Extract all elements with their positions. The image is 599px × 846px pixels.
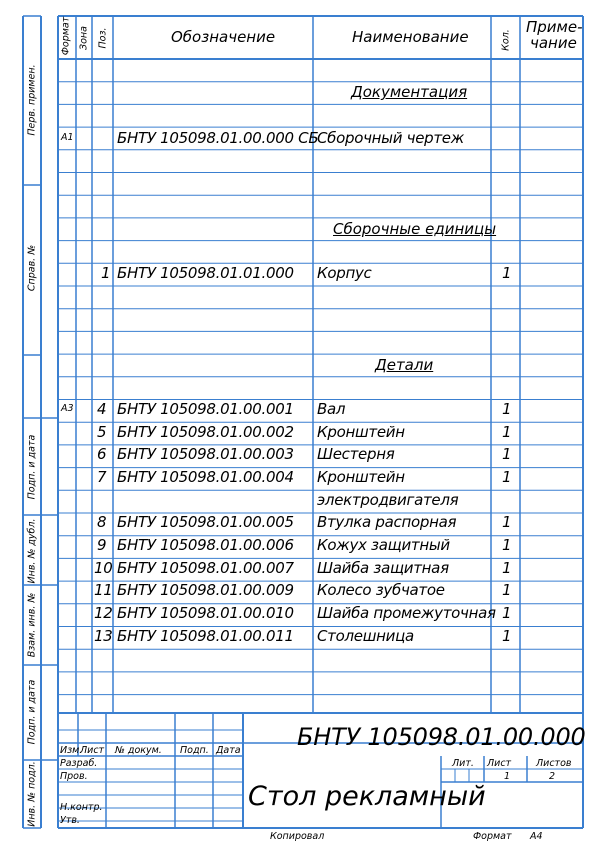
row-p12-pos: 12 [94,604,113,622]
row-p9-qty: 1 [502,536,512,554]
row-p12-qty: 1 [502,604,512,622]
row-p12-designation: БНТУ 105098.01.00.010 [117,604,294,622]
row-doc-name: Сборочный чертеж [317,129,464,147]
stamp-list-value: 1 [504,771,511,782]
footer-kopiroval: Копировал [270,831,325,842]
row-p7-qty: 1 [502,468,512,486]
row-doc-format: А1 [61,132,74,143]
header-qty: Кол. [500,29,512,51]
stamp-title: Стол рекламный [248,781,486,812]
row-p8-pos: 8 [97,513,107,531]
row-p9-pos: 9 [97,536,107,554]
header-name: Наименование [352,28,469,46]
stamp-list: Лист [80,745,105,756]
row-p10-designation: БНТУ 105098.01.00.007 [117,559,294,577]
header-zone: Зона [78,26,90,50]
row-p13-qty: 1 [502,627,512,645]
stamp-lit: Лит. [452,758,474,769]
footer-format-value: А4 [530,831,543,842]
stamp-listov-value: 2 [549,771,556,782]
stamp-utv: Утв. [60,815,80,826]
header-note-line1: Приме- [526,18,583,36]
row-p11-pos: 11 [94,581,113,599]
row-p6-name: Шестерня [317,445,395,463]
row-p13-name: Столешница [317,627,414,645]
row-p5-pos: 5 [97,423,107,441]
side-vzam-inv: Взам. инв. № [26,592,38,658]
side-podp-data: Подп. и дата [26,434,38,500]
row-p11-qty: 1 [502,581,512,599]
row-p7-designation: БНТУ 105098.01.00.004 [117,468,294,486]
row-p8-qty: 1 [502,513,512,531]
side-inv-podl: Инв. № подл. [26,761,38,827]
row-p8-name: Втулка распорная [317,513,457,531]
row-p6-pos: 6 [97,445,107,463]
row-p4-pos: 4 [97,400,107,418]
header-designation: Обозначение [171,28,276,46]
stamp-list-label: Лист [487,758,512,769]
row-p10-name: Шайба защитная [317,559,449,577]
row-p9-designation: БНТУ 105098.01.00.006 [117,536,294,554]
row-p11-designation: БНТУ 105098.01.00.009 [117,581,294,599]
stamp-data: Дата [216,745,241,756]
stamp-doc-number: БНТУ 105098.01.00.000 [297,723,586,751]
row-p4-designation: БНТУ 105098.01.00.001 [117,400,294,418]
row-p6-qty: 1 [502,445,512,463]
footer-format-label: Формат [473,831,512,842]
stamp-izm: Изм. [60,745,83,756]
row-p13-designation: БНТУ 105098.01.00.011 [117,627,294,645]
side-sprav-no: Справ. № [26,244,38,292]
row-p8-designation: БНТУ 105098.01.00.005 [117,513,294,531]
row-p9-name: Кожух защитный [317,536,450,554]
section-documentation: Документация [351,83,468,101]
row-p13-pos: 13 [94,627,113,645]
side-perv-primen: Перв. примен. [26,64,38,136]
stamp-n-kontr: Н.контр. [60,802,103,813]
stamp-prov: Пров. [60,771,88,782]
section-parts: Детали [375,356,434,374]
stamp-n-dokum: № докум. [115,745,162,756]
side-podp-data-2: Подп. и дата [26,679,38,745]
row-p7-pos: 7 [97,468,107,486]
row-asm-pos: 1 [101,264,111,282]
row-p10-qty: 1 [502,559,512,577]
row-asm-qty: 1 [502,264,512,282]
row-p4-qty: 1 [502,400,512,418]
row-p5-designation: БНТУ 105098.01.00.002 [117,423,294,441]
row-p5-qty: 1 [502,423,512,441]
stamp-podp: Подп. [180,745,209,756]
section-assemblies: Сборочные единицы [333,220,497,238]
row-doc-designation: БНТУ 105098.01.00.000 СБ [117,129,319,147]
row-asm-name: Корпус [317,264,372,282]
row-p6-designation: БНТУ 105098.01.00.003 [117,445,294,463]
stamp-listov-label: Листов [536,758,572,769]
row-p11-name: Колесо зубчатое [317,581,445,599]
row-p12-name: Шайба промежуточная [317,604,496,622]
header-pos: Поз. [97,27,109,49]
stamp-razrab: Разраб. [60,758,98,769]
row-p7-name: Кронштейн [317,468,405,486]
header-format: Формат [60,16,72,56]
row-p7-name-continued: электродвигателя [317,491,459,509]
row-p10-pos: 10 [94,559,113,577]
side-inv-dubl: Инв. № дубл. [26,518,38,584]
row-p4-name: Вал [317,400,346,418]
row-p5-name: Кронштейн [317,423,405,441]
row-p4-format: А3 [61,403,74,414]
row-asm-designation: БНТУ 105098.01.01.000 [117,264,294,282]
header-note-line2: чание [530,34,577,52]
